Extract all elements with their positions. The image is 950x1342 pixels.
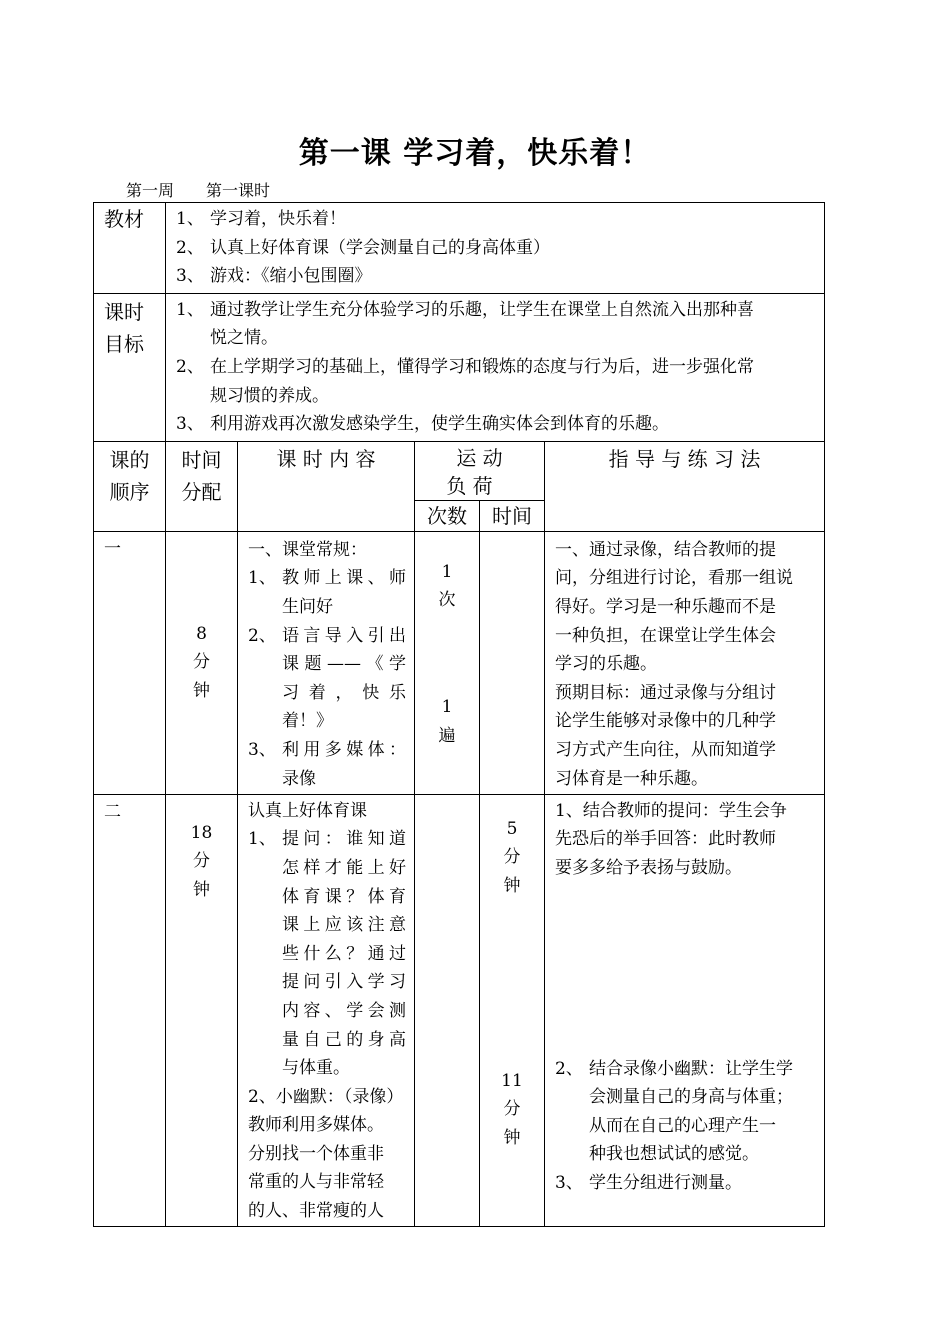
header-duration: 时间: [480, 500, 545, 531]
time-unit: 钟: [193, 879, 210, 900]
duration-unit: 钟: [503, 1127, 521, 1148]
row-content: [238, 794, 415, 1226]
list-item: [176, 262, 816, 291]
guide-line: 习方式产生向往，从而知道学: [555, 739, 776, 760]
item-text: [282, 622, 406, 736]
item-text: 学习着，快乐着！: [210, 209, 346, 229]
content-item: [248, 736, 406, 793]
objectives-list: [166, 293, 825, 441]
content-line: 教师利用多媒体。: [248, 1115, 384, 1136]
item-text: 学生分组进行测量。: [589, 1172, 742, 1193]
item-line: 录像: [282, 768, 316, 789]
duration-unit: 分: [503, 1099, 521, 1120]
item-line: 量自己的身高: [282, 1029, 406, 1050]
row-duration: [480, 794, 545, 1226]
row-duration: [480, 531, 545, 794]
item-line: 会测量自己的身高与体重；: [589, 1087, 793, 1108]
header-load-line: 负 荷: [446, 473, 493, 498]
time-value: 8: [196, 623, 207, 644]
item-line: 与体重。: [282, 1058, 350, 1079]
item-text: [282, 564, 406, 621]
week-line: [126, 178, 270, 201]
guide-item: [555, 1169, 816, 1198]
row-count: [415, 531, 480, 794]
item-line: 利用多媒体：: [282, 739, 406, 760]
row-guide: [545, 794, 825, 1226]
item-number: 3、: [176, 266, 204, 287]
objectives-row: [94, 293, 825, 441]
guide-line: 习体育是一种乐趣。: [555, 768, 708, 789]
item-text: [282, 825, 406, 1082]
guide-line: 学习的乐趣。: [555, 654, 657, 675]
item-line: 提问引入学习: [282, 972, 406, 993]
header-guide: [545, 441, 825, 531]
item-line: 课题——《学: [282, 654, 406, 675]
item-number: 3、: [555, 1172, 583, 1193]
item-line: 习 着 ， 快 乐: [282, 682, 406, 703]
item-line: 怎样才能上好: [282, 857, 406, 878]
row-order: [94, 531, 166, 794]
count-value: 1: [441, 696, 453, 717]
item-number: 1、: [176, 209, 204, 229]
guide-line: 预期目标：通过录像与分组讨: [555, 682, 776, 703]
header-guide-text: 指 导 与 练 习 法: [608, 446, 761, 471]
lesson-row-2: [94, 794, 825, 1226]
row-order-text: 二: [104, 801, 121, 822]
header-order-line: 顺序: [109, 479, 150, 504]
item-number: 1、: [176, 299, 204, 320]
duration-value: 11: [501, 1070, 523, 1091]
list-item: [176, 234, 816, 263]
item-line: 悦之情。: [210, 328, 278, 349]
item-number: 2、: [176, 356, 204, 377]
item-line: 通过教学让学生充分体验学习的乐趣，让学生在课堂上自然流入出那种喜: [210, 299, 754, 320]
count-unit: 遍: [438, 725, 456, 746]
header-load-line: 运 动: [456, 445, 503, 470]
item-number: 1、: [248, 829, 276, 850]
item-number: 3、: [248, 739, 276, 760]
header-time-line: 分配: [181, 479, 222, 504]
list-item: [176, 410, 816, 439]
list-item: [176, 353, 816, 410]
guide-line: 一、通过录像，结合教师的提: [555, 539, 776, 560]
list-item: [176, 296, 816, 353]
header-content-text: 课 时 内 容: [276, 446, 376, 471]
time-unit: 分: [193, 652, 210, 673]
content-line: 分别找一个体重非: [248, 1143, 384, 1164]
duration-unit: 分: [503, 847, 521, 868]
content-item: [248, 825, 406, 1082]
item-line: 种我也想试试的感觉。: [589, 1144, 759, 1165]
item-text: [210, 353, 816, 410]
guide-item: [555, 1055, 816, 1169]
header-content: [238, 441, 415, 531]
row-order: [94, 794, 166, 1226]
lesson-plan-table: [93, 202, 825, 1227]
guide-line: 一种负担，在课堂让学生体会: [555, 625, 776, 646]
page-title: 第一课 学习着，快乐着！: [298, 136, 652, 171]
header-order: [94, 441, 166, 531]
content-line: 2、小幽默：（录像）: [248, 1086, 404, 1107]
row-order-text: 一: [104, 538, 121, 559]
item-line: 结合录像小幽默：让学生学: [589, 1058, 793, 1079]
item-line: 生问好: [282, 596, 333, 617]
row-time: [166, 794, 238, 1226]
guide-line: 先恐后的举手回答：此时教师: [555, 829, 776, 850]
row-count: [415, 794, 480, 1226]
item-text: [282, 736, 406, 793]
content-intro: 认真上好体育课: [248, 800, 367, 821]
duration-unit: 钟: [503, 875, 521, 896]
item-text: 利用游戏再次激发感染学生，使学生确实体会到体育的乐趣。: [210, 414, 669, 435]
item-line: 语言导入引出: [282, 625, 406, 646]
time-unit: 钟: [193, 680, 210, 701]
time-value: 18: [190, 822, 213, 843]
guide-line: 论学生能够对录像中的几种学: [555, 711, 776, 732]
item-line: 课上应该注意: [282, 915, 406, 936]
item-number: 2、: [248, 625, 276, 646]
guide-line: 要多多给予表扬与鼓励。: [555, 857, 742, 878]
item-number: 3、: [176, 414, 204, 435]
guide-line: 得好。学习是一种乐趣而不是: [555, 596, 776, 617]
item-text: [210, 296, 816, 353]
lesson-row-1: [94, 531, 825, 794]
objectives-label-line: 目标: [104, 331, 144, 356]
content-line: 的人、非常瘦的人: [248, 1201, 384, 1222]
header-time: [166, 441, 238, 531]
count-value: 1: [441, 561, 453, 582]
objectives-label: [94, 293, 166, 441]
item-line: 内容、学会测: [282, 1000, 406, 1021]
column-header-row: [94, 441, 825, 500]
content-item: [248, 564, 406, 621]
count-unit: 次: [438, 590, 456, 611]
row-content: [238, 531, 415, 794]
guide-line: 1、结合教师的提问：学生会争: [555, 800, 787, 821]
item-text: 认真上好体育课（学会测量自己的身高体重）: [210, 237, 550, 258]
row-guide: [545, 531, 825, 794]
item-line: 着！》: [282, 711, 333, 732]
content-item: [248, 622, 406, 736]
item-text: [589, 1055, 816, 1169]
item-line: 提问：谁知道: [282, 829, 406, 850]
item-line: 在上学期学习的基础上，懂得学习和锻炼的态度与行为后，进一步强化常: [210, 356, 754, 377]
objectives-label-line: 课时: [104, 299, 144, 324]
header-count: 次数: [415, 500, 480, 531]
teaching-material-label-text: 教材: [104, 207, 144, 231]
teaching-material-list: [166, 203, 825, 294]
content-intro: 一、课堂常规：: [248, 539, 367, 560]
header-time-line: 时间: [181, 447, 222, 472]
item-line: 规习惯的养成。: [210, 385, 329, 406]
time-unit: 分: [193, 851, 210, 872]
item-text: 游戏：《缩小包围圈》: [210, 266, 372, 287]
teaching-material-label: [94, 203, 166, 294]
teaching-material-row: [94, 203, 825, 294]
duration-value: 5: [506, 818, 518, 839]
item-line: 些什么？通过: [282, 943, 406, 964]
item-line: 体育课？体育: [282, 886, 406, 907]
item-number: 1、: [248, 568, 276, 589]
item-line: 教师上课、师: [282, 568, 406, 589]
item-line: 从而在自己的心理产生一: [589, 1115, 776, 1136]
list-item: [176, 205, 816, 234]
content-line: 常重的人与非常轻: [248, 1172, 384, 1193]
item-number: 2、: [555, 1058, 583, 1079]
guide-line: 问，分组进行讨论，看那一组说: [555, 568, 793, 589]
header-load: [415, 441, 545, 500]
header-order-line: 课的: [109, 447, 150, 472]
period-label: 第一课时: [206, 181, 271, 200]
item-number: 2、: [176, 237, 204, 258]
week-label: 第一周: [126, 181, 175, 200]
row-time: [166, 531, 238, 794]
